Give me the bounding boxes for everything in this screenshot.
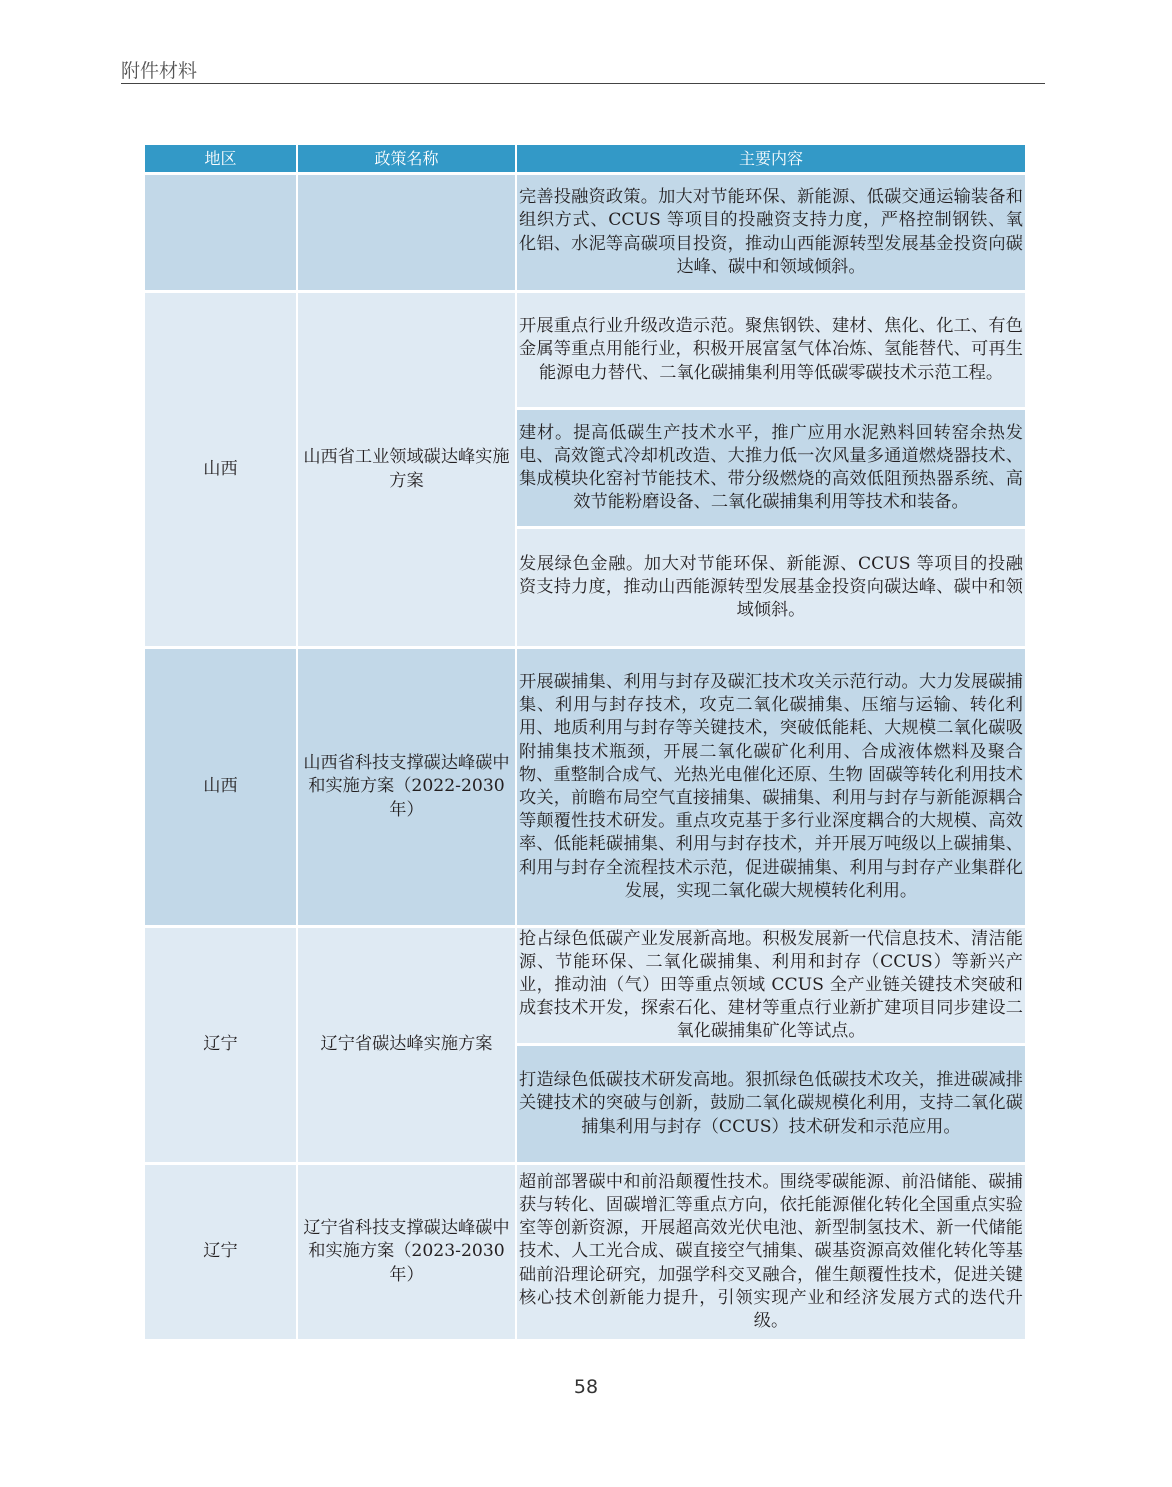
policy-cell: 山西省科技支撑碳达峰碳中和实施方案（2022-2030年） bbox=[298, 649, 515, 925]
policy-cell: 辽宁省科技支撑碳达峰碳中和实施方案（2023-2030年） bbox=[298, 1165, 515, 1339]
content-cell bbox=[517, 649, 1025, 925]
content-item bbox=[517, 175, 1025, 290]
policy-table bbox=[145, 145, 1025, 1342]
content-text: 打造绿色低碳技术研发高地。狠抓绿色低碳技术攻关，推进碳减排关键技术的突破与创新，鼓励二氧化碳规模化利用，支持二氧化碳捕集利用与封存（CCUS）技术研发和示范应用。 bbox=[519, 1070, 1023, 1137]
content-item bbox=[517, 649, 1025, 925]
table-row bbox=[145, 175, 1025, 290]
region-cell: 山西 bbox=[145, 649, 296, 925]
content-item bbox=[517, 410, 1025, 526]
content-text: 发展绿色金融。加大对节能环保、新能源、CCUS 等项目的投融资支持力度，推动山西能源转型发展基金投资向碳达峰、碳中和领域倾斜。 bbox=[519, 553, 1023, 621]
region-cell: 辽宁 bbox=[145, 1165, 296, 1339]
policy-cell: 山西省工业领域碳达峰实施方案 bbox=[298, 293, 515, 646]
header-rule bbox=[121, 83, 1045, 84]
content-item bbox=[517, 928, 1025, 1043]
table-row bbox=[145, 928, 1025, 1162]
content-item bbox=[517, 293, 1025, 407]
content-text: 开展重点行业升级改造示范。聚焦钢铁、建材、焦化、化工、有色金属等重点用能行业，积极开展富氢气体冶炼、氢能替代、可再生能源电力替代、二氧化碳捕集利用等低碳零碳技术示范工程。 bbox=[519, 316, 1023, 383]
content-text: 建材。提高低碳生产技术水平，推广应用水泥熟料回转窑余热发电、高效篦式冷却机改造、大推力低一次风量多通道燃烧器技术、集成模块化窑衬节能技术、带分级燃烧的高效低阻预热器系统、高效节能粉磨设备、二氧化碳捕集利用等技术和装备。 bbox=[519, 422, 1023, 513]
column-header-policy: 政策名称 bbox=[298, 145, 515, 172]
table-row bbox=[145, 649, 1025, 925]
region-cell bbox=[145, 175, 296, 290]
content-item bbox=[517, 529, 1025, 646]
content-cell bbox=[517, 175, 1025, 290]
content-item bbox=[517, 1165, 1025, 1339]
content-text: 超前部署碳中和前沿颠覆性技术。围绕零碳能源、前沿储能、碳捕获与转化、固碳增汇等重点方向，依托能源催化转化全国重点实验室等创新资源，开展超高效光伏电池、新型制氢技术、新一代储能技术、人工光合成、碳直接空气捕集、碳基资源高效催化转化等基础前沿理论研究，加强学科交叉融合，催生颠覆性技术，促进关键核心技术创新能力提升，引领实现产业和经济发展方式的迭代升级。 bbox=[519, 1171, 1023, 1331]
region-cell: 辽宁 bbox=[145, 928, 296, 1162]
region-cell: 山西 bbox=[145, 293, 296, 646]
policy-cell: 辽宁省碳达峰实施方案 bbox=[298, 928, 515, 1162]
content-cell bbox=[517, 1165, 1025, 1339]
content-text: 抢占绿色低碳产业发展新高地。积极发展新一代信息技术、清洁能源、节能环保、二氧化碳捕集、利用和封存（CCUS）等新兴产业，推动油（气）田等重点领域 CCUS 全产业链关键技术突破和成套技术开发，探索石化、建材等重点行业新扩建项目同步建设二氧化碳捕集矿化等试点。 bbox=[519, 928, 1023, 1042]
policy-cell bbox=[298, 175, 515, 290]
content-text: 完善投融资政策。加大对节能环保、新能源、低碳交通运输装备和组织方式、CCUS 等项目的投融资支持力度，严格控制钢铁、氧化铝、水泥等高碳项目投资，推动山西能源转型发展基金投资向碳达峰、碳中和领域倾斜。 bbox=[519, 187, 1023, 277]
column-header-region: 地区 bbox=[145, 145, 296, 172]
running-head-title: 附件材料 bbox=[121, 60, 198, 82]
table-header-row bbox=[145, 145, 1025, 172]
page-number: 58 bbox=[573, 1376, 599, 1398]
content-cell bbox=[517, 293, 1025, 646]
table-row bbox=[145, 293, 1025, 646]
content-cell bbox=[517, 928, 1025, 1162]
content-item bbox=[517, 1046, 1025, 1162]
column-header-content: 主要内容 bbox=[517, 145, 1025, 172]
content-text: 开展碳捕集、利用与封存及碳汇技术攻关示范行动。大力发展碳捕集、利用与封存技术，攻克二氧化碳捕集、压缩与运输、转化利用、地质利用与封存等关键技术，突破低能耗、大规模二氧化碳吸附捕集技术瓶颈，开展二氧化碳矿化利用、合成液体燃料及聚合物、重整制合成气、光热光电催化还原、生物 固碳等转化利用技术攻关，前瞻布局空气直接捕集、碳捕集、利用与封存与新能源耦合等颠覆性技术研发。重点攻克基于多行业深度耦合的大规模、高效率、低能耗碳捕集、利用与封存技术，并开展万吨级以上碳捕集、利用与封存全流程技术示范，促进碳捕集、利用与封存产业集群化发展，实现二氧化碳大规模转化利用。 bbox=[519, 671, 1023, 901]
table-row bbox=[145, 1165, 1025, 1339]
